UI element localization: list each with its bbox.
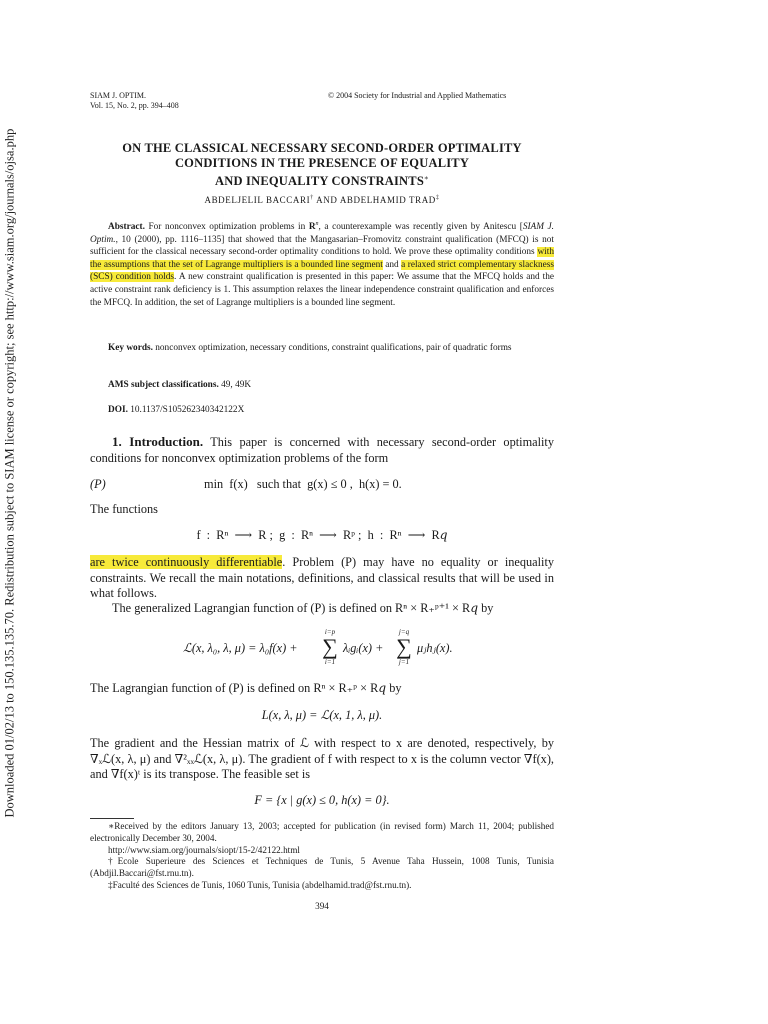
key-words-text: nonconvex optimization, necessary conditions, constraint qualifications, pair of quadratic forms — [152, 343, 512, 353]
problem-label: (P) — [90, 477, 106, 491]
highlight-scs-condition: a relaxed strict complementary slackness (SCS) condition holds — [90, 259, 555, 283]
lagrangian-text: The Lagrangian function of (P) is defined on Rⁿ × R₊ᵖ × R𝑞 by — [90, 681, 402, 695]
intro-text: . Problem (P) may have no equality or inequality constraints. We recall the main notations, definitions, and classical results that will be used in what follows. — [90, 555, 555, 601]
author-2-mark: ‡ — [435, 195, 440, 201]
section-heading: 1. Introduction. — [112, 434, 204, 449]
footnote-2: †Ecole Superieure des Sciences et Techniques de Tunis, 5 Avenue Taha Hussein, 1008 Tunis, Tunisia (Abdjil.Baccari@fst.rnu.tn). — [90, 856, 554, 879]
generalized-lagrangian-equation — [183, 628, 563, 672]
page-number: 394 — [315, 901, 329, 911]
functions-intro: The functions — [90, 502, 158, 516]
abstract-citation: SIAM J. Optim. — [90, 222, 554, 245]
journal-volume: Vol. 15, No. 2, pp. 394–408 — [90, 101, 179, 110]
copyright-notice: © 2004 Society for Industrial and Applied Mathematics — [328, 91, 507, 100]
intro-paragraph-1 — [90, 434, 554, 466]
title-line-2: CONDITIONS IN THE PRESENCE OF EQUALITY — [174, 156, 470, 170]
doi — [108, 405, 244, 415]
sum-2: j=q ∑ j=1 — [393, 628, 415, 666]
doi-text: 10.1137/S105262340342122X — [127, 405, 245, 415]
lagrangian-equation: L(x, λ, μ) = ℒ(x, 1, λ, μ). — [261, 708, 383, 722]
intro-paragraph-2 — [90, 555, 554, 602]
footnote-1: ∗Received by the editors January 13, 2003; accepted for publication (in revised form) March 11, 2004; published electronically December 30, 2004. — [90, 821, 554, 843]
abstract — [90, 218, 554, 309]
sum-1: i=p ∑ i=1 — [319, 628, 341, 666]
download-notice: Downloaded 01/02/13 to 150.135.135.70. Redistribution subject to SIAM license or copyright; see http://www.siam.org/journals/ojsa.php — [2, 128, 17, 818]
ams-classification — [108, 380, 251, 390]
abstract-text: and — [382, 259, 402, 270]
author-1: ABDELJELIL BACCARI — [204, 195, 311, 205]
journal-name: SIAM J. OPTIM. — [90, 91, 147, 100]
paper-title — [60, 141, 584, 189]
abstract-text: , a counterexample was recently given by Anitescu [ — [318, 222, 523, 233]
ams-text: 49, 49K — [218, 380, 252, 390]
sum-2-lower: j=1 — [398, 658, 410, 666]
functions-equation: f : Rⁿ ⟶ R ; g : Rⁿ ⟶ Rᵖ ; h : Rⁿ ⟶ R𝑞 — [196, 528, 448, 542]
intro-text: This paper is concerned with necessary second-order optimality conditions for nonconvex optimization problems of the form — [90, 435, 554, 465]
highlight-bounded-segment: with the assumptions that the set of Lagrange multipliers is a bounded line segment — [90, 247, 554, 270]
abstract-n: n — [315, 221, 319, 227]
generalized-lagrangian-text: The generalized Lagrangian function of (P) is defined on Rⁿ × R₊ᵖ⁺¹ × R𝑞 by — [112, 601, 494, 615]
author-conjunction: AND — [313, 195, 340, 205]
footnote-rule — [90, 818, 134, 819]
footnote-received — [90, 821, 554, 892]
author-2: ABDELHAMID TRAD — [339, 195, 436, 205]
author-1-mark: † — [310, 195, 314, 201]
sum-1-lower: i=1 — [324, 658, 336, 666]
footnote-3: ‡Faculté des Sciences de Tunis, 1060 Tunis, Tunisia (abdelhamid.trad@fst.rnu.tn). — [108, 879, 412, 890]
title-line-3: AND INEQUALITY CONSTRAINTS — [215, 174, 424, 189]
footnote-1-url: http://www.siam.org/journals/siopt/15-2/42122.html — [108, 844, 300, 855]
title-footnote-mark: ∗ — [423, 174, 429, 182]
abstract-rn: R — [308, 222, 316, 233]
key-words-label: Key words. — [108, 343, 153, 353]
gen-lagrangian-lhs: ℒ(x, λ₀, λ, μ) = λ₀f(x) + — [183, 641, 301, 655]
abstract-label: Abstract. — [108, 222, 145, 233]
highlight-twice-differentiable: are twice continuously differentiable — [90, 555, 283, 569]
intro-paragraph-3: The gradient and the Hessian matrix of ℒ with respect to x are denoted, respectively, by ∇ₓℒ(x, λ, μ) and ∇²ₓₓℒ(x, λ, μ). The gradient of f with respect to x is the column vector ∇f(x), and ∇f(x)ᵗ is its transpose. The feasible set is — [90, 736, 554, 782]
sum-1-term: λᵢgᵢ(x) + — [343, 641, 387, 655]
key-words — [90, 342, 554, 355]
abstract-text: . A new constraint qualification is presented in this paper: We assume that the MFCQ holds and the active constraint rank deficiency is 1. This assumption relaxes the linear independence constraint qualification and enforces the MFCQ. In addition, the set of Lagrange multipliers is a bounded line segment. — [90, 272, 554, 308]
doi-label: DOI. — [108, 405, 128, 415]
author-list — [90, 195, 554, 205]
ams-label: AMS subject classifications. — [108, 380, 219, 390]
problem-statement: min f(x) such that g(x) ≤ 0 , h(x) = 0. — [204, 477, 402, 491]
abstract-text: , 10 (2000), pp. 1116–1135] that showed that the Mangasarian–Fromovitz constraint qualification (MFCQ) is not sufficient for the classical necessary second-order optimality conditions to hold. We prove these optimality conditions — [90, 234, 554, 258]
title-line-1: ON THE CLASSICAL NECESSARY SECOND-ORDER OPTIMALITY — [122, 141, 522, 155]
abstract-text: For nonconvex optimization problems in — [144, 222, 309, 233]
feasible-set-equation: F = {x | g(x) ≤ 0, h(x) = 0}. — [254, 793, 390, 807]
journal-header — [90, 91, 179, 111]
sum-1-upper: i=p — [324, 628, 336, 636]
sum-2-term: μⱼhⱼ(x). — [417, 641, 453, 655]
sum-2-upper: j=q — [398, 628, 410, 636]
